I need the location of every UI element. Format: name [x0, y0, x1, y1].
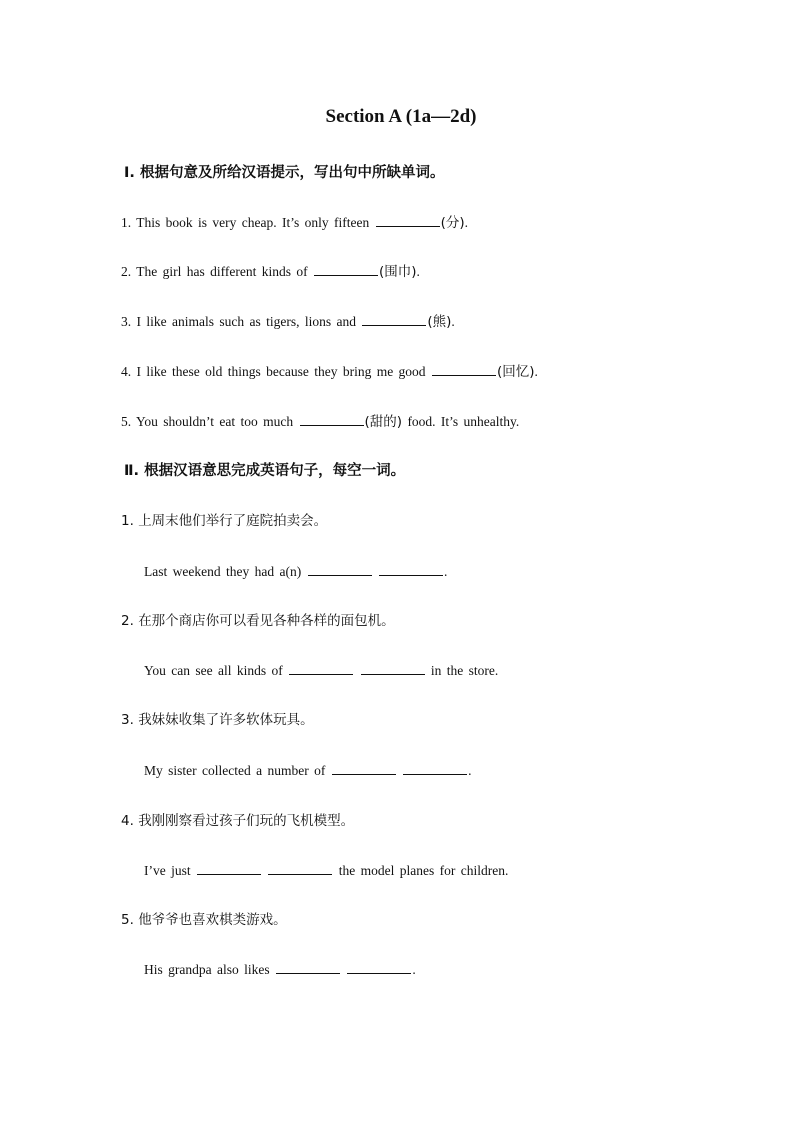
part2-question-5-english: His grandpa also likes . — [144, 962, 416, 977]
part1-question-4: 4. I like these old things because they bring me good (回忆). — [121, 364, 538, 380]
part2-question-4-chinese: 4. 我刚刚察看过孩子们玩的飞机模型。 — [121, 813, 355, 829]
part2-question-2-english: You can see all kinds of in the store. — [144, 663, 499, 678]
part1-question-2: 2. The girl has different kinds of (围巾). — [121, 264, 420, 280]
part2-question-3-english: My sister collected a number of . — [144, 763, 472, 778]
answer-blank[interactable] — [197, 861, 261, 875]
answer-blank[interactable] — [362, 312, 426, 326]
answer-blank[interactable] — [314, 262, 378, 276]
part2-question-3-chinese: 3. 我妹妹收集了许多软体玩具。 — [121, 712, 314, 728]
part1-question-1: 1. This book is very cheap. It’s only fifteen (分). — [121, 215, 468, 231]
answer-blank[interactable] — [332, 761, 396, 775]
part2-question-5-chinese: 5. 他爷爷也喜欢棋类游戏。 — [121, 912, 287, 928]
part1-question-5: 5. You shouldn’t eat too much (甜的) food. It’s unhealthy. — [121, 414, 520, 430]
answer-blank[interactable] — [432, 362, 496, 376]
answer-blank[interactable] — [361, 661, 425, 675]
answer-blank[interactable] — [289, 661, 353, 675]
answer-blank[interactable] — [403, 761, 467, 775]
answer-blank[interactable] — [300, 412, 364, 426]
part2-question-1-english: Last weekend they had a(n) . — [144, 564, 448, 579]
answer-blank[interactable] — [308, 562, 372, 576]
answer-blank[interactable] — [376, 213, 440, 227]
answer-blank[interactable] — [276, 960, 340, 974]
answer-blank[interactable] — [347, 960, 411, 974]
part2-question-4-english: I’ve just the model planes for children. — [144, 863, 509, 878]
answer-blank[interactable] — [379, 562, 443, 576]
answer-blank[interactable] — [268, 861, 332, 875]
part1-heading: Ⅰ. 根据句意及所给汉语提示，写出句中所缺单词。 — [124, 165, 445, 181]
part1-question-3: 3. I like animals such as tigers, lions and (熊). — [121, 314, 455, 330]
part2-question-1-chinese: 1. 上周末他们举行了庭院拍卖会。 — [121, 513, 328, 529]
part2-question-2-chinese: 2. 在那个商店你可以看见各种各样的面包机。 — [121, 613, 395, 629]
page-title: Section A (1a—2d) — [325, 106, 477, 127]
part2-heading: Ⅱ. 根据汉语意思完成英语句子，每空一词。 — [124, 463, 406, 479]
